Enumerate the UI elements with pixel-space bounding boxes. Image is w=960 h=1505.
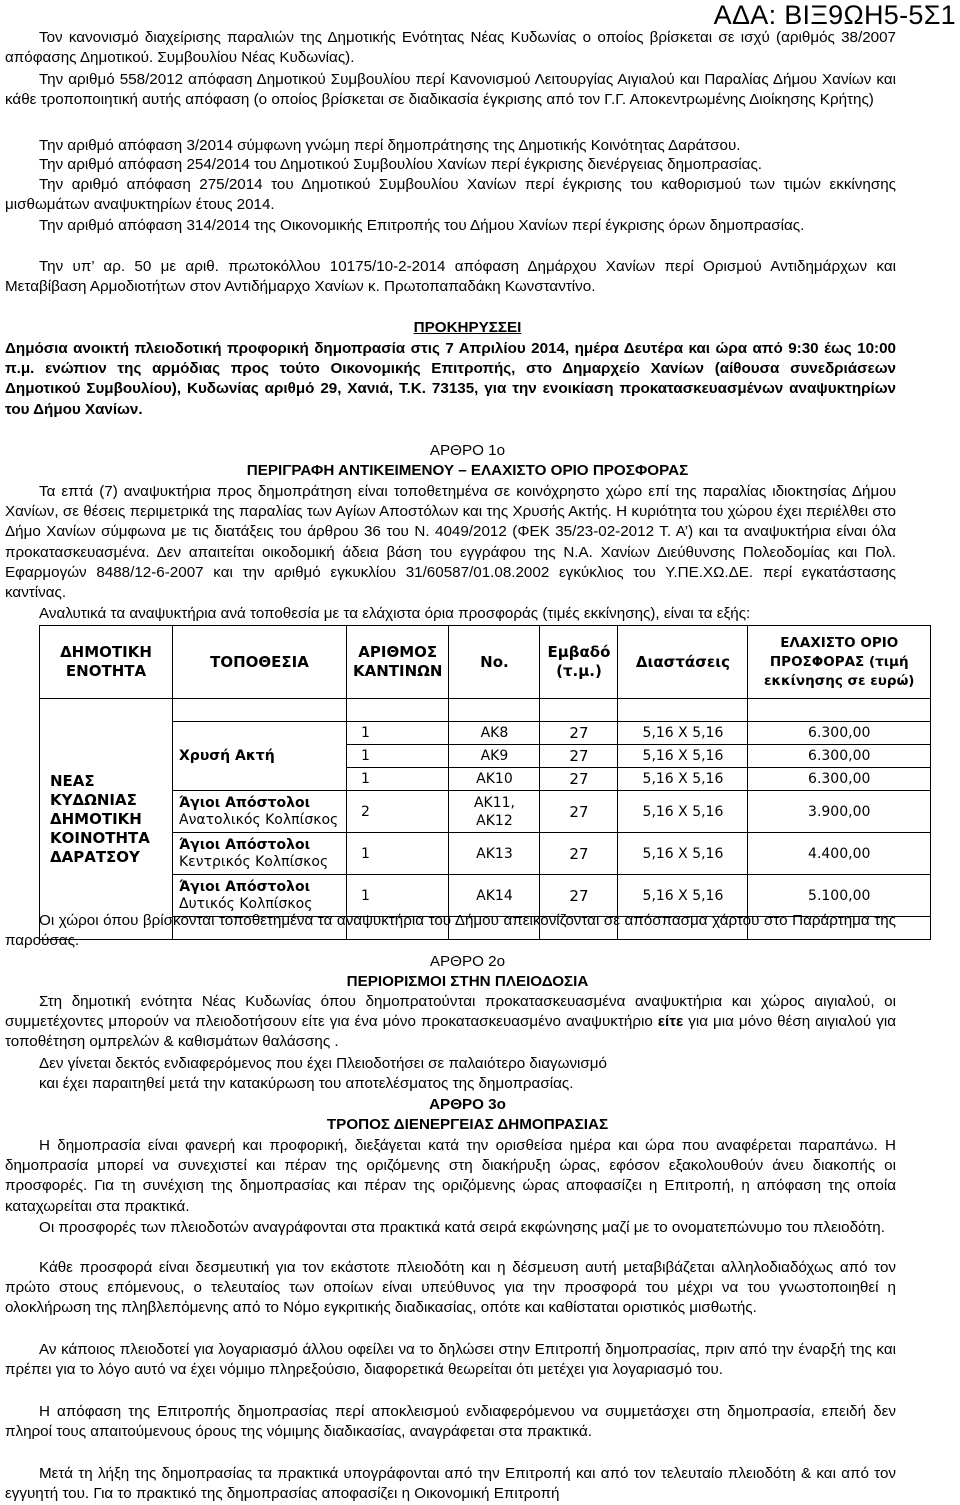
table-row [40, 791, 931, 833]
location-sub: Ανατολικός Κολπίσκος [179, 811, 339, 828]
location-name: Άγιοι Απόστολοι [179, 836, 311, 853]
empty-cell [347, 699, 449, 722]
price-cell: 6.300,00 [748, 768, 931, 791]
intro-paragraph: Την υπ’ αρ. 50 με αριθ. πρωτοκόλλου 10175/10-2-2014 απόφαση Δημάρχου Χανίων περί Ορισμού Αντιδημάρχων και Μεταβίβαση Αρμοδιοτήτων στον Αντιδήμαρχο Χανίων κ. Πρωτοπαπαδάκη Κωνσταντίνο. [5, 258, 896, 296]
empty-cell [173, 699, 347, 722]
article2-text: Στη δημοτική ενότητα Νέας Κυδωνίας όπου δημοπρατούνται προκατασκευασμένα αναψυκτήρια και χώρος αιγιαλού, οι συμμετέχοντες μπορούν να πλειοδοτήσουν είτε για ένα μόνο προκατασκευασμένο αναψυκτήριο [5, 993, 896, 1031]
price-cell: 6.300,00 [748, 745, 931, 768]
intro-paragraph: Την αριθμό απόφαση 275/2014 του Δημοτικού Συμβουλίου Χανίων περί έγκρισης του καθορισμού των τιμών εκκίνησης μισθωμάτων αναψυκτηρίων έτους 2014. [5, 176, 896, 214]
article3-title: ΤΡΟΠΟΣ ΔΙΕΝΕΡΓΕΙΑΣ ΔΗΜΟΠΡΑΣΙΑΣ [326, 1116, 609, 1133]
intro-paragraph: Την αριθμό απόφαση 3/2014 σύμφωνη γνώμη περί δημοπράτησης της Δημοτικής Κοινότητας Δαράτσου. [39, 137, 741, 154]
proclaim-text: Δημόσια ανοικτή πλειοδοτική προφορική δημοπρασία στις 7 Απριλίου 2014, ημέρα Δευτέρα και ώρα από 9:30 έως 10:00 π.μ. ενώπιον της αρμόδιας προς τούτο Οικονομικής Επιτροπής, στο Δημαρχείο Χανίων (αίθουσα συνεδριάσεων Δημοτικού Συμβουλίου), Κυδωνίας αριθμό 29, Χανιά, Τ.Κ. 73135, για την ενοικίαση προκατασκευασμένων αναψυκτηρίων του Δήμου Χανίων. [5, 340, 896, 418]
article3-paragraph: Κάθε προσφορά είναι δεσμευτική για τον εκάστοτε πλειοδότη και η δέσμευση αυτή μεταβιβάζεται αλληλοδιαδόχως από τον πρώτο στους επόμενους, ο τελευταίος των οποίων είναι υπεύθυνος για την προσφορά του μέχρι να του γνωστοποιηθεί η ολοκλήρωση της πληβλεπόμενης από το Νόμο εγκριτικής διαδικασίας, οπότε και καθίσταται οριστικός μισθωτής. [5, 1259, 896, 1317]
article3-paragraph: Η δημοπρασία είναι φανερή και προφορική, διεξάγεται κατά την ορισθείσα ημέρα και ώρα που αναφέρεται παραπάνω. Η δημοπρασία μπορεί να συνεχιστεί και πέραν της οριζόμενης στη διακήρυξη ώρας, εφόσον εξακολουθούν άνευ διακοπής οι προσφορές. Για τη συνέχιση της δημοπρασίας και πέραν της οριζόμενης ώρας αποφασίζει η Επιτροπή, η απόφαση της οποία καταχωρείται στα πρακτικά. [5, 1137, 896, 1215]
no-cell: ΑΚ14 [449, 875, 540, 917]
area-cell: 27 [540, 791, 618, 833]
article2-title: ΠΕΡΙΟΡΙΣΜΟΙ ΣΤΗΝ ΠΛΕΙΟΔΟΣΙΑ [346, 973, 589, 990]
location-sub: Δυτικός Κολπίσκος [179, 895, 313, 912]
count-cell: 1 [347, 833, 449, 875]
article1-title: ΠΕΡΙΓΡΑΦΗ ΑΝΤΙΚΕΙΜΕΝΟΥ – ΕΛΑΧΙΣΤΟ ΟΡΙΟ ΠΡΟΣΦΟΡΑΣ [246, 462, 689, 479]
area-cell: 27 [540, 875, 618, 917]
table-header-row [40, 626, 931, 699]
dimensions-cell: 5,16 Χ 5,16 [618, 791, 748, 833]
article2-number: ΑΡΘΡΟ 2ο [429, 953, 506, 970]
table-row [40, 699, 931, 722]
no-cell: ΑΚ9 [449, 745, 540, 768]
empty-cell [449, 699, 540, 722]
unit-cell: ΝΕΑΣ ΚΥΔΩΝΙΑΣ ΔΗΜΟΤΙΚΗ ΚΟΙΝΟΤΗΤΑ ΔΑΡΑΤΣΟΥ [40, 699, 173, 940]
article3-paragraph: Μετά τη λήξη της δημοπρασίας τα πρακτικά υπογράφονται από την Επιτροπή και από τον τελευταίο πλειοδότη & και από τον εγγυητή του. Για το πρακτικό της δημοπρασίας αποφασίζει η Οικονομική Επιτροπή [5, 1465, 896, 1503]
article3-paragraph: Οι προσφορές των πλειοδοτών αναγράφονται στα πρακτικά κατά σειρά εκφώνησης μαζί με το ονοματεπώνυμο του πλειοδότη. [39, 1219, 885, 1236]
intro-paragraph: Την αριθμό 558/2012 απόφαση Δημοτικού Συμβουλίου περί Κανονισμού Λειτουργίας Αιγιαλού και Παραλίας Δήμου Χανίων και κάθε τροποποιητική αυτής απόφαση (ο οποίος βρίσκεται σε διαδικασία έγκρισης από τον Γ.Γ. Αποκεντρωμένης Διοίκησης Κρήτης) [5, 71, 896, 109]
intro-paragraph: Την αριθμό απόφαση 314/2014 της Οικονομικής Επιτροπής του Δήμου Χανίων περί έγκρισης όρων δημοπρασίας. [39, 217, 805, 234]
article1-table-intro: Αναλυτικά τα αναψυκτήρια ανά τοποθεσία με τα ελάχιστα όρια προσφοράς (τιμές εκκίνησης), είναι τα εξής: [39, 605, 751, 622]
count-cell: 1 [347, 745, 449, 768]
no-cell: ΑΚ10 [449, 768, 540, 791]
count-cell: 1 [347, 875, 449, 917]
article2-text: για μια μόνο θέση αιγιαλού για τοποθέτηση ομπρελών & καθισμάτων θαλάσσης . [5, 1013, 896, 1051]
kiosk-table [39, 625, 931, 940]
no-cell: ΑΚ11, ΑΚ12 [449, 791, 540, 833]
count-cell: 2 [347, 791, 449, 833]
article3-paragraph: Η απόφαση της Επιτροπής δημοπρασίας περί αποκλεισμού ενδιαφερόμενου να συμμετάσχει στη δημοπρασία, επειδή δεν πληροί τους απαιτούμενους όρους της νόμιμης διαδικασίας, αναγράφεται στα πρακτικά. [5, 1403, 896, 1441]
article2-emphasis: είτε [657, 1013, 684, 1031]
price-cell: 5.100,00 [748, 875, 931, 917]
article3-number: ΑΡΘΡΟ 3ο [429, 1096, 506, 1113]
header-area: Εμβαδό (τ.μ.) [540, 626, 618, 699]
location-name: Άγιοι Απόστολοι [179, 878, 311, 895]
header-unit: ΔΗΜΟΤΙΚΗ ΕΝΟΤΗΤΑ [40, 626, 173, 699]
count-cell: 1 [347, 722, 449, 745]
header-dimensions: Διαστάσεις [618, 626, 748, 699]
empty-cell [748, 699, 931, 722]
no-cell: ΑΚ13 [449, 833, 540, 875]
article1-paragraph: Τα επτά (7) αναψυκτήρια προς δημοπράτηση είναι τοποθετημένα σε κοινόχρηστο χώρο επί της παραλίας ιδιοκτησίας Δήμου Χανίων, σε θέσεις περιμετρικά της παραλίας των Αγίων Αποστόλων και της Χρυσής Ακτής. Η κυριότητα του χώρου έχει περιέλθει στο Δήμο Χανίων σύμφωνα με τις διατάξεις του άρθρου 36 του Ν. 4049/2012 (ΦΕΚ 35/23-02-2012 Τ. Α’) και τα αναψυκτήρια είναι όλα προκατασκευασμένα. Δεν απαιτείται οικοδομική άδεια βάση του εγγράφου της Ν.Α. Χανίων Διεύθυνσης Πολεοδομίας και Πολ. Εφαρμογών 8488/12-6-2007 και την αριθμό εγκυκλίου 31/60587/01.08.2002 εγκύκλιος του Υ.ΠΕ.ΧΩ.ΔΕ. περί εγκατάστασης καντίνας. [5, 483, 896, 602]
header-location: ΤΟΠΟΘΕΣΙΑ [173, 626, 347, 699]
ada-code: ΑΔΑ: ΒΙΞ9ΩΗ5-5Σ1 [713, 0, 956, 30]
area-cell: 27 [540, 833, 618, 875]
empty-cell [618, 699, 748, 722]
dimensions-cell: 5,16 Χ 5,16 [618, 745, 748, 768]
article2-paragraph: και έχει παραιτηθεί μετά την κατακύρωση του αποτελέσματος της δημοπρασίας. [39, 1075, 574, 1092]
header-no: No. [449, 626, 540, 699]
price-cell: 4.400,00 [748, 833, 931, 875]
dimensions-cell: 5,16 Χ 5,16 [618, 875, 748, 917]
table-row [40, 722, 931, 745]
dimensions-cell: 5,16 Χ 5,16 [618, 722, 748, 745]
area-cell: 27 [540, 722, 618, 745]
article1-after-table: Οι χώροι όπου βρίσκονται τοποθετημένα τα αναψυκτήρια του Δήμου απεικονίζονται σε απόσπασμα χάρτου στο Παράρτημα της παρούσας. [5, 912, 896, 950]
location-name: Άγιοι Απόστολοι [179, 794, 311, 811]
location-cell [173, 722, 347, 791]
location-name: Χρυσή Ακτή [179, 747, 275, 764]
area-cell: 27 [540, 768, 618, 791]
location-sub: Κεντρικός Κολπίσκος [179, 853, 329, 870]
article2-paragraph: Δεν γίνεται δεκτός ενδιαφερόμενος που έχει Πλειοδοτήσει σε παλαιότερο διαγωνισμό [39, 1055, 607, 1072]
table-row [40, 833, 931, 875]
dimensions-cell: 5,16 Χ 5,16 [618, 833, 748, 875]
proclaim-title: ΠΡΟΚΗΡΥΣΣΕΙ [413, 319, 522, 336]
intro-paragraph: Την αριθμό απόφαση 254/2014 του Δημοτικού Συμβουλίου Χανίων περί έγκρισης διενέργειας δημοπρασίας. [39, 156, 763, 173]
dimensions-cell: 5,16 Χ 5,16 [618, 768, 748, 791]
price-cell: 3.900,00 [748, 791, 931, 833]
location-cell [173, 791, 347, 833]
no-cell: ΑΚ8 [449, 722, 540, 745]
header-min-price: ΕΛΑΧΙΣΤΟ ΟΡΙΟ ΠΡΟΣΦΟΡΑΣ (τιμή εκκίνησης σε ευρώ) [748, 626, 931, 699]
empty-cell [540, 699, 618, 722]
article3-paragraph: Αν κάποιος πλειοδοτεί για λογαριασμό άλλου οφείλει να το δηλώσει στην Επιτροπή δημοπρασίας, πριν από την έναρξή της και πρέπει για το λόγο αυτό να έχει νόμιμο πληρεξούσιο, διαφορετικά θεωρείται ότι μετέχει για λογαριασμό του. [5, 1341, 896, 1379]
location-cell [173, 833, 347, 875]
header-count: ΑΡΙΘΜΟΣ ΚΑΝΤΙΝΩΝ [347, 626, 449, 699]
count-cell: 1 [347, 768, 449, 791]
article2-paragraph [5, 992, 896, 1053]
intro-paragraph: Τον κανονισμό διαχείρισης παραλιών της Δημοτικής Ενότητας Νέας Κυδωνίας ο οποίος βρίσκεται σε ισχύ (αριθμός 38/2007 απόφασης Δημοτικού. Συμβουλίου Νέας Κυδωνίας). [5, 29, 896, 67]
area-cell: 27 [540, 745, 618, 768]
article1-number: ΑΡΘΡΟ 1ο [429, 442, 506, 459]
price-cell: 6.300,00 [748, 722, 931, 745]
